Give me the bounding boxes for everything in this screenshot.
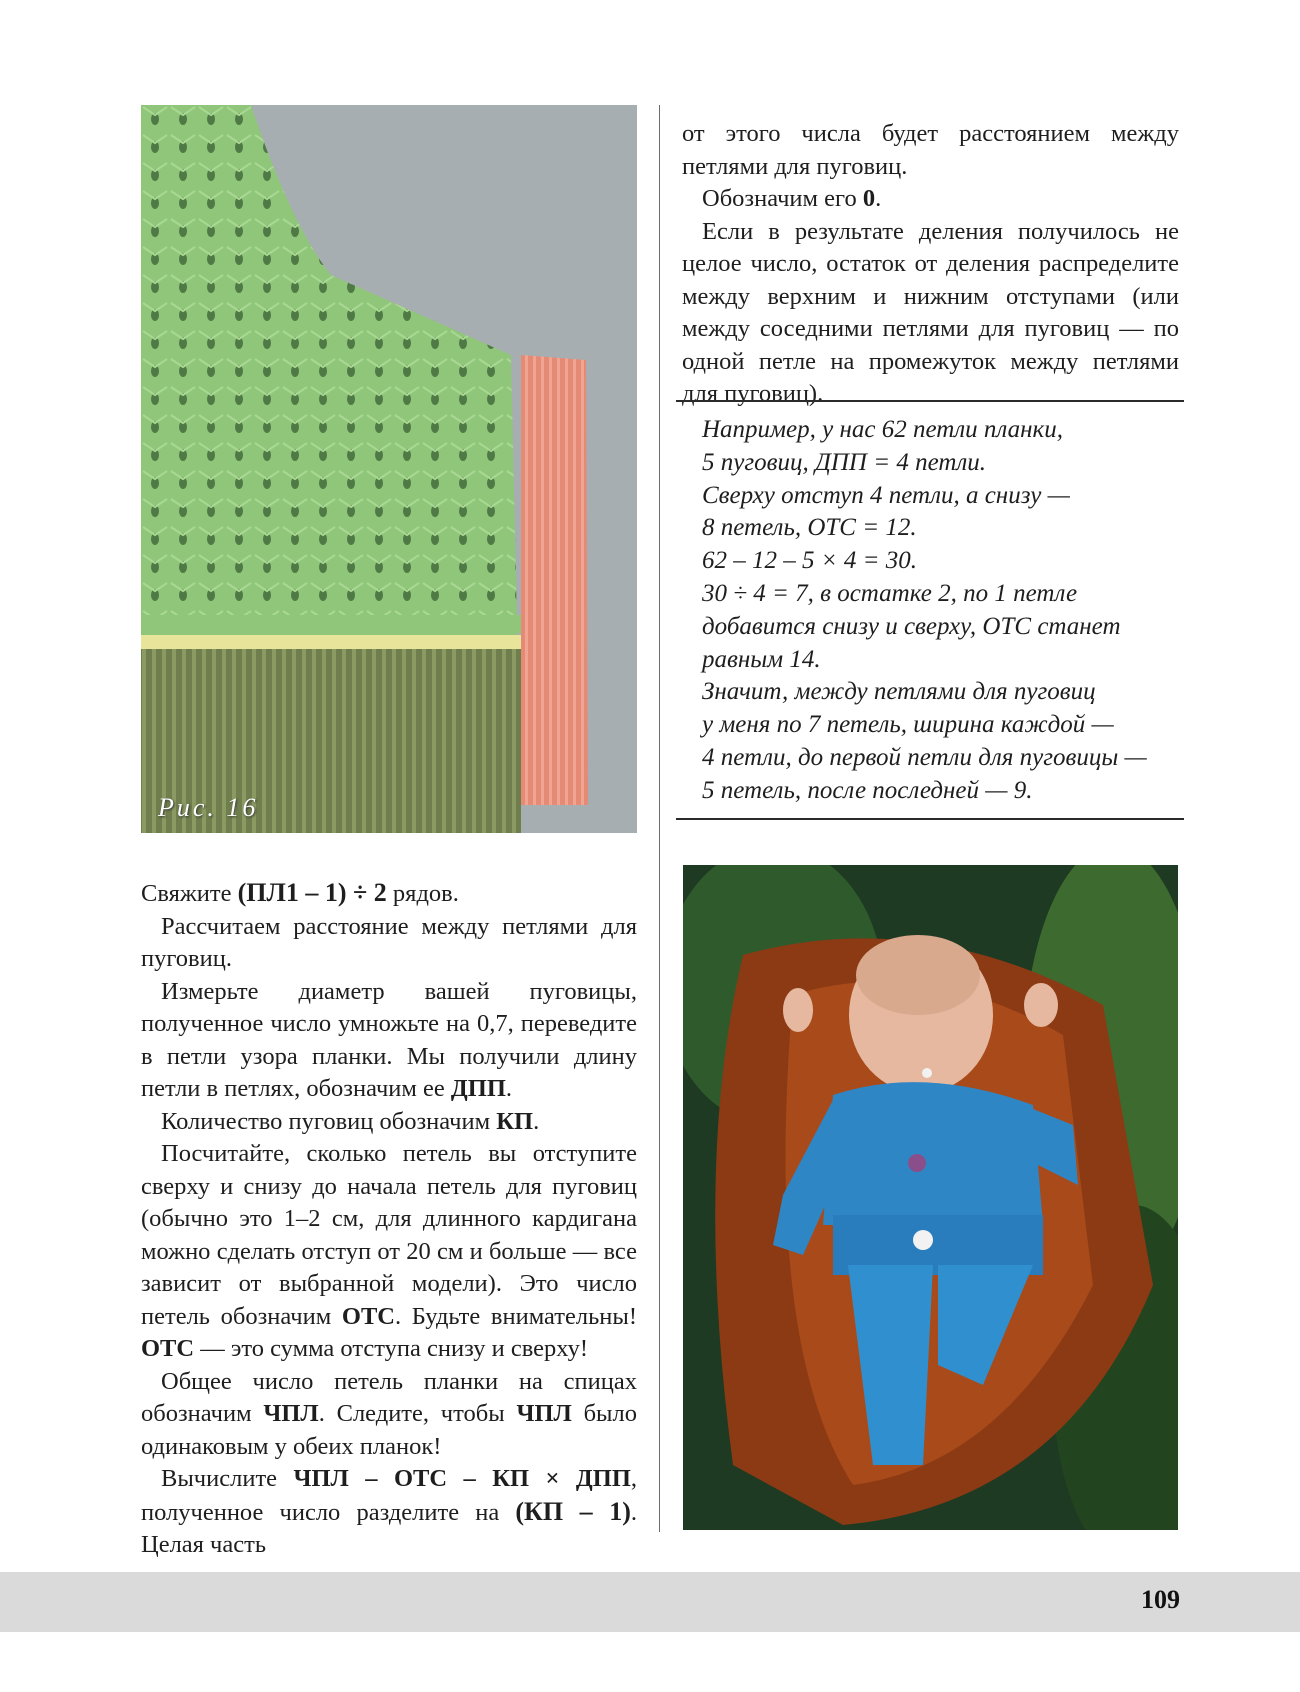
page-number: 109: [1141, 1585, 1180, 1614]
footer-bar: [0, 1572, 1300, 1632]
example-line: 62 – 12 – 5 × 4 = 30.: [702, 547, 917, 575]
paragraph: Обозначим его 0.: [702, 185, 882, 212]
example-line: 30 ÷ 4 = 7, в остатке 2, по 1 петле: [702, 579, 1078, 607]
example-line: 5 петель, после последней — 9.: [702, 776, 1033, 804]
example-box: [676, 400, 1184, 820]
left-text: [141, 877, 637, 1562]
knitted-cardigan-photo: [141, 105, 637, 833]
figure-caption: Рис. 16: [158, 793, 259, 822]
paragraph: Количество пуговиц обозначим КП.: [161, 1107, 540, 1135]
example-line: 8 петель, ОТС = 12.: [702, 514, 917, 542]
baby-photo: [683, 865, 1178, 1530]
paragraph: Рассчитаем расстояние между петлями для пуговиц.: [141, 912, 637, 972]
example-line: Сверху отступ 4 петли, а снизу —: [702, 481, 1070, 509]
example-line: равным 14.: [702, 645, 821, 673]
column-divider: [659, 105, 660, 1532]
example-line: Например, у нас 62 петли планки,: [702, 416, 1063, 443]
top-right-text: [682, 118, 1179, 411]
example-line: 5 пуговиц, ДПП = 4 петли.: [702, 448, 987, 476]
paragraph: Вычислите ЧПЛ – ОТС – КП × ДПП, полученное число разделите на (КП – 1). Целая часть: [141, 1465, 638, 1558]
example-line: у меня по 7 петель, ширина каждой —: [702, 711, 1114, 739]
paragraph: Если в результате деления получилось не целое число, остаток от деления распределите между верхним и нижним отступами (или между соседними петлями для пуговиц — по одной петле на промежуток между петлями для пуговиц).: [682, 217, 1179, 407]
paragraph: Измерьте диаметр вашей пуговицы, полученное число умножьте на 0,7, переведите в петли узора планки. Мы получили длину петли в петлях, обозначим ее ДПП.: [141, 977, 637, 1102]
paragraph: от этого числа будет расстоянием между петлями для пуговиц.: [682, 120, 1179, 180]
example-text: [702, 414, 1147, 808]
example-line: добавится снизу и сверху, ОТС станет: [702, 612, 1121, 640]
example-line: 4 петли, до первой петли для пуговицы —: [702, 743, 1147, 771]
paragraph: Посчитайте, сколько петель вы отступите сверху и снизу до начала петель для пуговиц (обычно это 1–2 см, для длинного кардигана можно сделать отступ от 20 см и больше — все зависит от выбранной модели). Это число петель обозначим ОТС. Будьте внимательны! ОТС — это сумма отступа снизу и сверху!: [141, 1140, 637, 1362]
paragraph: Общее число петель планки на спицах обозначим ЧПЛ. Следите, чтобы ЧПЛ было одинаковым у обеих планок!: [141, 1367, 637, 1460]
paragraph: Свяжите (ПЛ1 – 1) ÷ 2 рядов.: [141, 878, 459, 907]
example-line: Значит, между петлями для пуговиц: [702, 678, 1096, 706]
